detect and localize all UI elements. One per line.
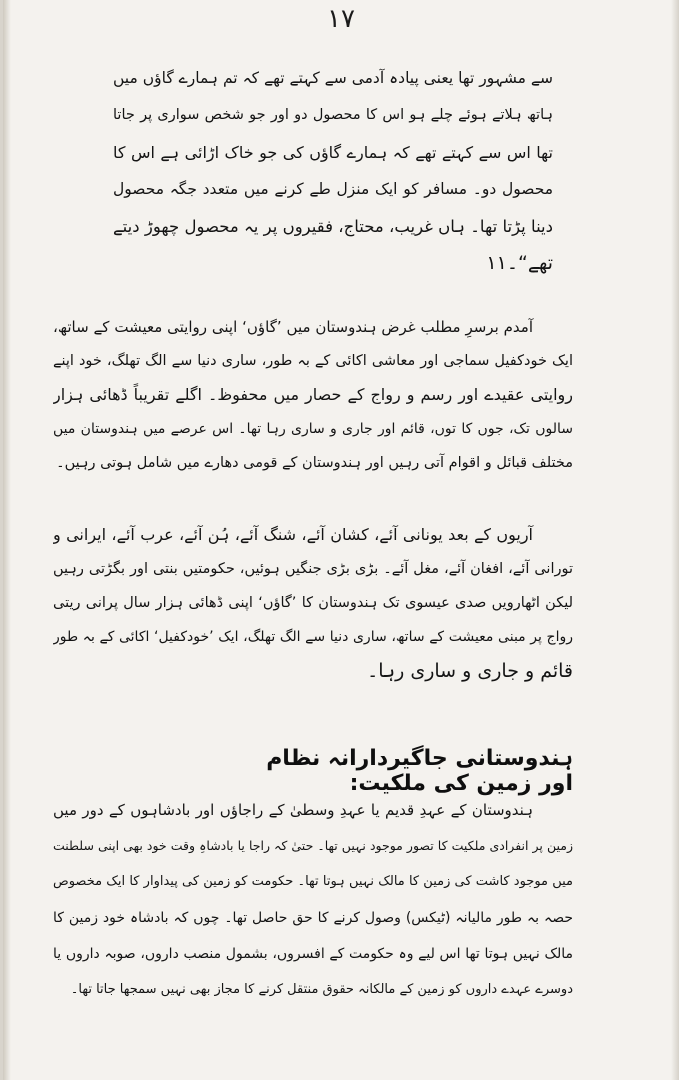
- quote-line: محصول دو۔ مسافر کو ایک منزل طے کرنے میں متعدد جگہ محصول: [113, 180, 553, 198]
- quote-line: تھے“۔۱۱: [486, 252, 553, 274]
- paragraph-line: حصہ بہ طور مالیانہ (ٹیکس) وصول کرنے کا حق حاصل تھا۔ چوں کہ بادشاہ خود زمین کا: [53, 910, 573, 926]
- paragraph-line: دوسرے عہدے داروں کو زمین کے مالکانہ حقوق منتقل کرنے کا مجاز بھی نہیں سمجھا جاتا تھا۔: [70, 982, 573, 997]
- section-heading: ہندوستانی جاگیردارانہ نظام اور زمین کی ملکیت:: [266, 746, 573, 796]
- paragraph-line: میں موجود کاشت کی زمین کا مالک نہیں ہوتا تھا۔ حکومت کو زمین کی پیداوار کا ایک مخصوص: [53, 874, 573, 889]
- paragraph-line: ایک خودکفیل سماجی اور معاشی اکائی کے بہ طور، ساری دنیا سے الگ تھلگ، خود اپنے: [53, 353, 573, 369]
- page-edge-left: [3, 0, 11, 1080]
- paragraph-1: [53, 310, 573, 480]
- paragraph-line: رواج پر مبنی معیشت کے ساتھ، ساری دنیا سے الگ تھلگ، ایک ’خودکفیل‘ اکائی کے بہ طور: [53, 629, 573, 645]
- paragraph-line: روایتی عقیدے اور رسم و رواج کے حصار میں محفوظ۔ اگلے تقریباً ڈھائی ہزار: [53, 385, 573, 404]
- quote-line: تھا اس سے کہتے تھے کہ ہمارے گاؤں کی جو خاک اڑائی ہے اس کا: [113, 143, 553, 162]
- paragraph-line: قائم و جاری و ساری رہا۔: [367, 660, 573, 682]
- page-number: ۱۷: [327, 4, 355, 34]
- paragraph-line: سالوں تک، جوں کا توں، قائم اور جاری و ساری رہا تھا۔ اس عرصے میں ہندوستان میں: [53, 421, 573, 437]
- page-edge-right: [671, 0, 679, 1080]
- paragraph-line: ہندوستان کے عہدِ قدیم یا عہدِ وسطیٰ کے راجاؤں اور بادشاہوں کے دور میں: [53, 801, 533, 819]
- paragraph-line: آمدم برسرِ مطلب غرض ہندوستان میں ’گاؤں‘ اپنی روایتی معیشت کے ساتھ،: [53, 318, 533, 336]
- paragraph-line: آریوں کے بعد یونانی آئے، کشان آئے، شنگ آئے، ہُن آئے، عرب آئے، ایرانی و: [53, 525, 533, 544]
- paragraph-line: مالک نہیں ہوتا تھا اس لیے وہ حکومت کے افسروں، بشمول منصب داروں، صوبہ داروں یا: [53, 946, 573, 962]
- paragraph-line: زمین پر انفرادی ملکیت کا تصور موجود نہیں تھا۔ حتیٰ کہ راجا یا بادشاہِ وقت خود بھی اپنی سلطنت: [53, 838, 573, 853]
- quote-line: دینا پڑتا تھا۔ ہاں غریب، محتاج، فقیروں پر یہ محصول چھوڑ دیتے: [113, 217, 553, 236]
- paragraph-line: تورانی آئے، افغان آئے، مغل آئے۔ بڑی بڑی جنگیں ہوئیں، حکومتیں بنتی اور بگڑتی رہیں: [53, 561, 573, 577]
- quote-line: ہاتھ ہلاتے ہوئے چلے ہو اس کا محصول دو اور جو شخص سواری پر جاتا: [113, 107, 553, 123]
- quote-block: [113, 60, 553, 282]
- paragraph-3: [53, 792, 573, 1008]
- quote-line: سے مشہور تھا یعنی پیادہ آدمی سے کہتے تھے کہ تم ہمارے گاؤں میں: [113, 69, 553, 87]
- paragraph-line: مختلف قبائل و اقوام آتی رہیں اور ہندوستان کے قومی دھارے میں شامل ہوتی رہیں۔: [56, 455, 573, 471]
- paragraph-2: [53, 518, 573, 688]
- paragraph-line: لیکن اٹھارویں صدی عیسوی تک ہندوستان کا ’گاؤں‘ اپنی ڈھائی ہزار سال پرانی ریتی: [53, 595, 573, 611]
